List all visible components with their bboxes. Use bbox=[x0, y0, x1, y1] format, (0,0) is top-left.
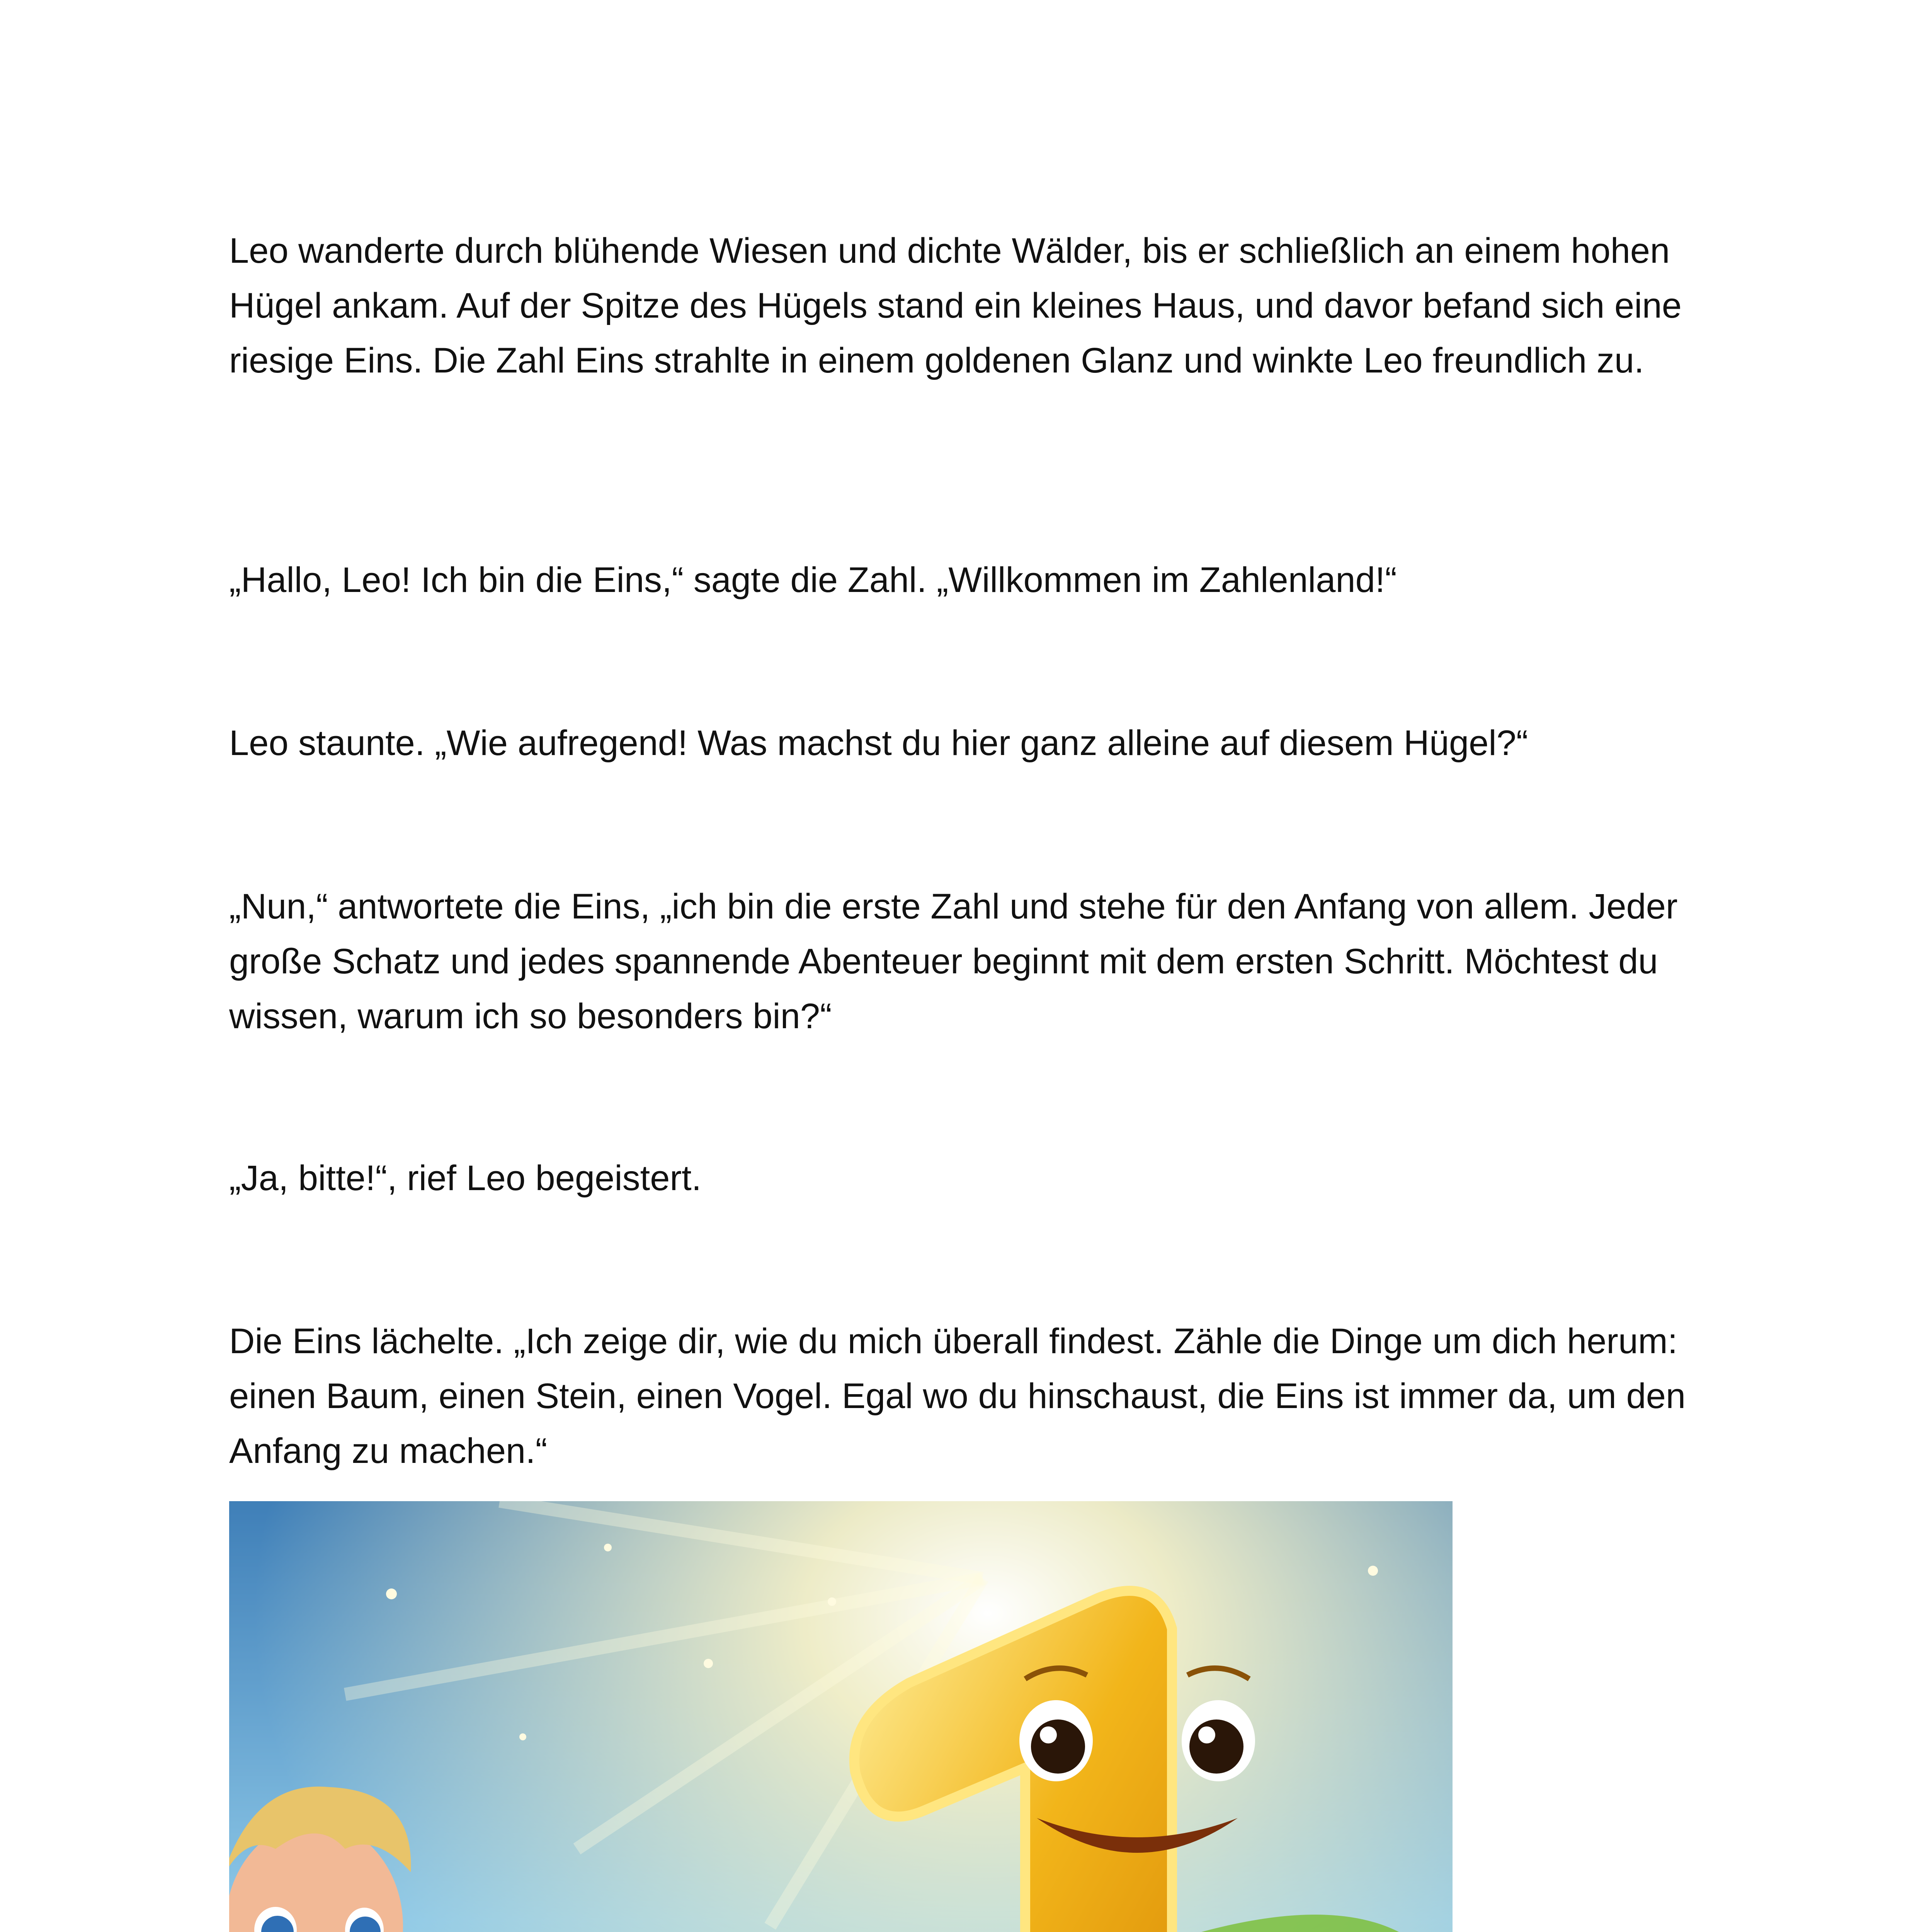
paragraph-5: „Ja, bitte!“, rief Leo begeistert. bbox=[229, 1158, 702, 1198]
paragraph-4: „Nun,“ antwortete die Eins, „ich bin die erste Zahl und stehe für den Anfang von allem. Jeder große Schatz und jedes spannende Abenteuer beginnt mit dem ersten Schritt. Möchtest du wissen, warum ich so besonders bin?“ bbox=[229, 887, 1678, 1036]
paragraph-3: Leo staunte. „Wie aufregend! Was machst du hier ganz alleine auf diesem Hügel?“ bbox=[229, 723, 1528, 763]
paragraph-1: Leo wanderte durch blühende Wiesen und dichte Wälder, bis er schließlich an einem hohen Hügel ankam. Auf der Spitze des Hügels stand ein kleines Haus, und davor befand sich eine riesige Eins. Die Zahl Eins strahlte in einem goldenen Glanz und winkte Leo freundlich zu. bbox=[229, 231, 1682, 380]
story-illustration bbox=[229, 1501, 1453, 1932]
paragraph-6: Die Eins lächelte. „Ich zeige dir, wie du mich überall findest. Zähle die Dinge um dich herum: einen Baum, einen Stein, einen Vogel. Egal wo du hinschaust, die Eins ist immer da, um den Anfang zu machen.“ bbox=[229, 1321, 1686, 1471]
illustration-svg bbox=[229, 1501, 1453, 1932]
paragraph-2: „Hallo, Leo! Ich bin die Eins,“ sagte die Zahl. „Willkommen im Zahlenland!“ bbox=[229, 560, 1397, 600]
sky bbox=[229, 1501, 1453, 1932]
